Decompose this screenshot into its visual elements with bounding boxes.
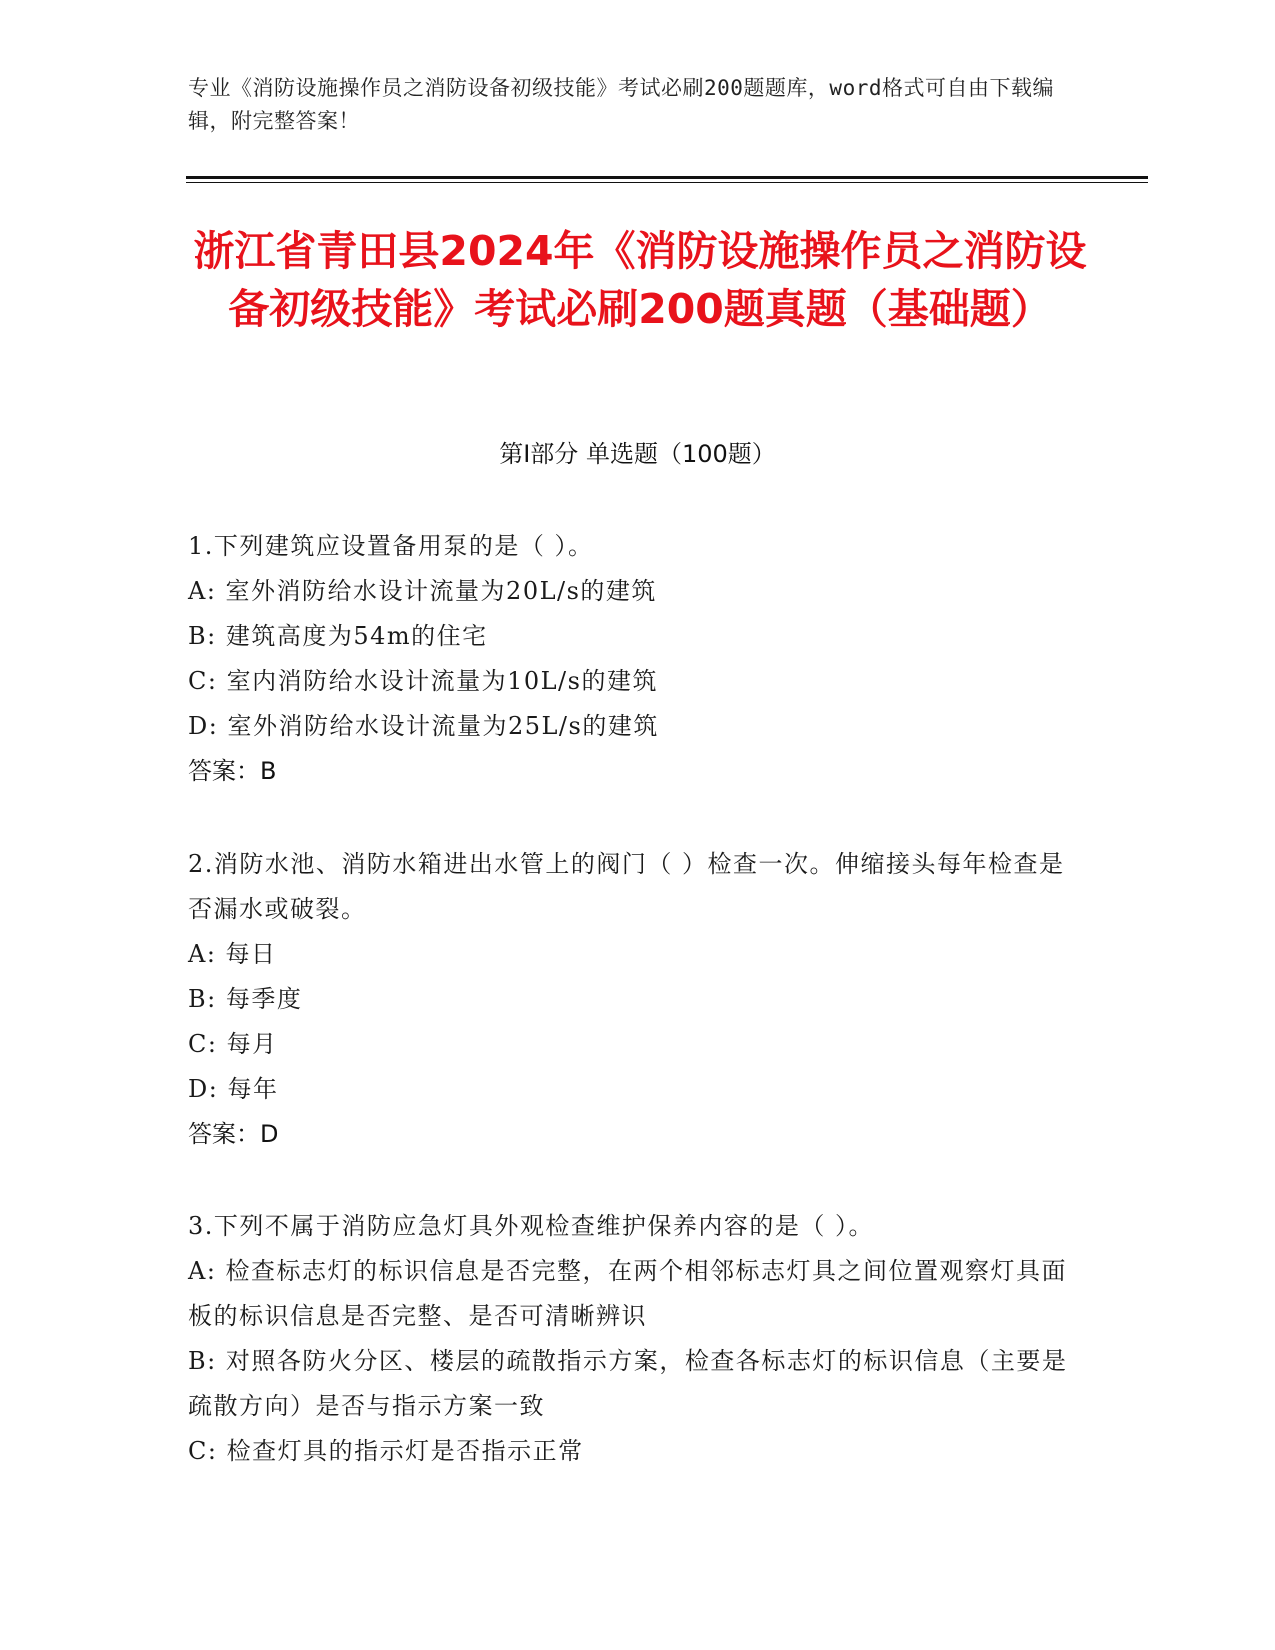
answer-line: 答案：D [188, 1120, 279, 1148]
question-3 [188, 1204, 1068, 1474]
page-title: 浙江省青田县2024年《消防设施操作员之消防设备初级技能》考试必刷200题真题（基础题） [193, 227, 1087, 333]
header-divider-thin [186, 182, 1148, 183]
question-stem: 3.下列不属于消防应急灯具外观检查维护保养内容的是（ ）。 [188, 1212, 875, 1240]
option-d: D: 每年 [188, 1075, 279, 1103]
option-c: C: 室内消防给水设计流量为10L/s的建筑 [188, 667, 658, 695]
option-d: D: 室外消防给水设计流量为25L/s的建筑 [188, 712, 659, 740]
section-heading: 第I部分 单选题（100题） [499, 440, 776, 468]
question-stem: 2.消防水池、消防水箱进出水管上的阀门（ ）检查一次。伸缩接头每年检查是否漏水或破裂。 [188, 850, 1065, 923]
option-a: A: 检查标志灯的标识信息是否完整，在两个相邻标志灯具之间位置观察灯具面板的标识信息是否完整、是否可清晰辨识 [188, 1257, 1068, 1330]
header-note: 专业《消防设施操作员之消防设备初级技能》考试必刷200题题库，word格式可自由下载编辑，附完整答案！ [188, 76, 1054, 133]
option-c: C: 检查灯具的指示灯是否指示正常 [188, 1437, 584, 1465]
option-b: B: 建筑高度为54m的住宅 [188, 622, 488, 650]
option-a: A: 室外消防给水设计流量为20L/s的建筑 [188, 577, 657, 605]
answer-line: 答案：B [188, 757, 277, 785]
header-divider-thick [186, 176, 1148, 179]
option-a: A: 每日 [188, 940, 277, 968]
option-c: C: 每月 [188, 1030, 278, 1058]
question-stem: 1.下列建筑应设置备用泵的是（ ）。 [188, 532, 594, 560]
option-b: B: 对照各防火分区、楼层的疏散指示方案，检查各标志灯的标识信息（主要是疏散方向）是否与指示方案一致 [188, 1347, 1068, 1420]
option-b: B: 每季度 [188, 985, 303, 1013]
question-2 [188, 842, 1068, 1157]
question-1 [188, 524, 1068, 794]
